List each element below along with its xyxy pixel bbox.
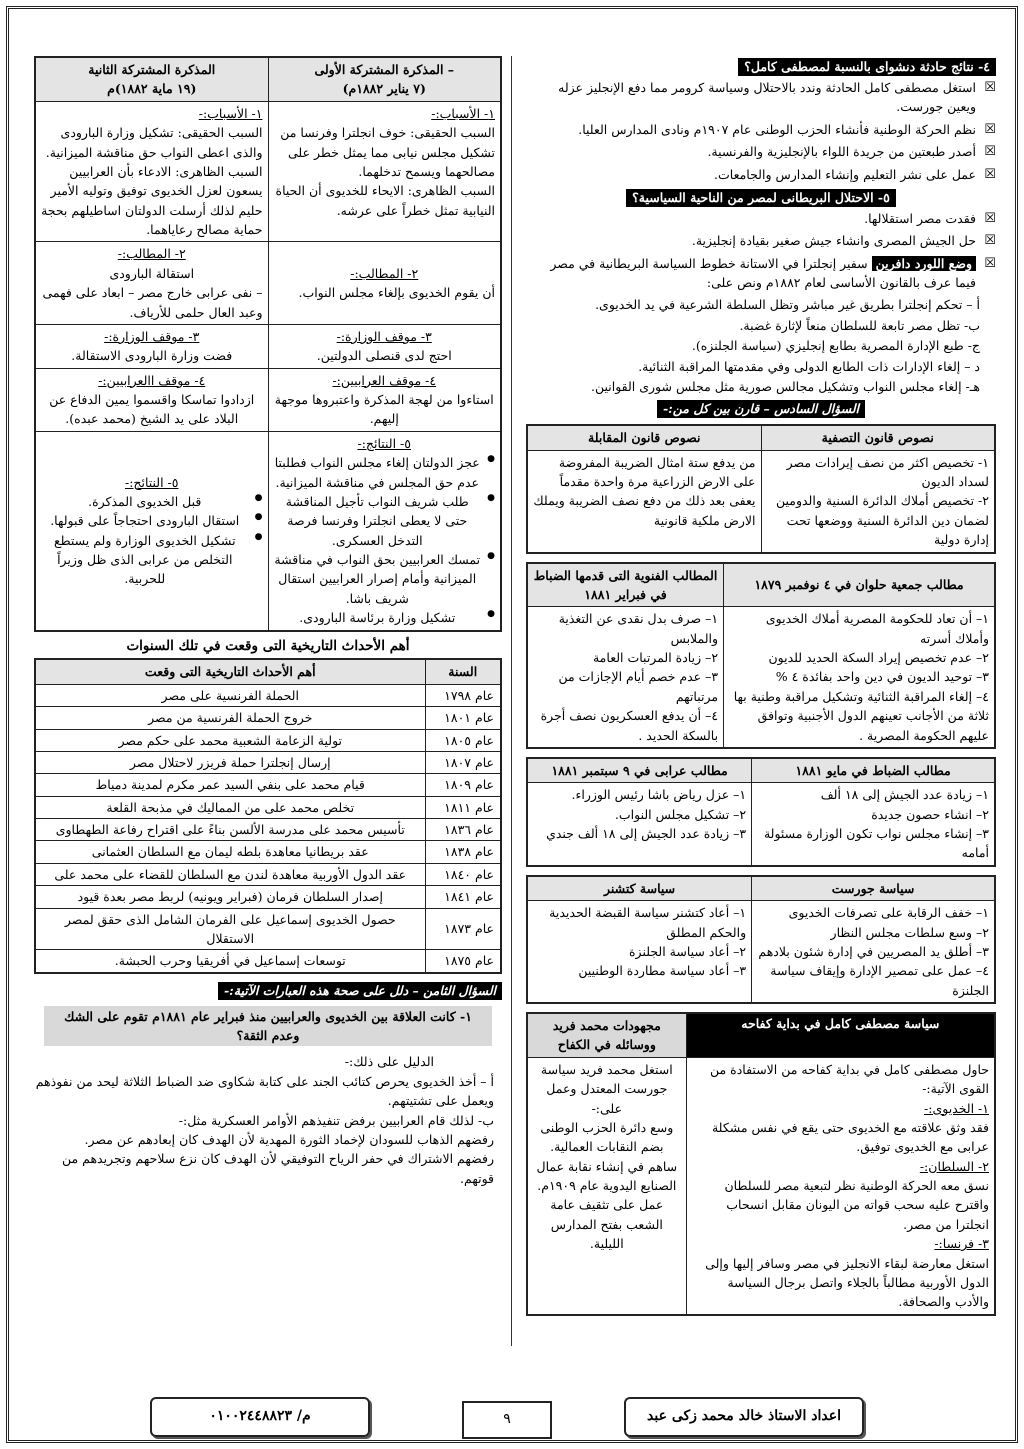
table-cell: ٢- المطالب:- bbox=[117, 246, 186, 262]
list-item: ● قبل الخديوى المذكرة. bbox=[41, 492, 263, 511]
table-header: (٧ يناير ١٨٨٢م) bbox=[342, 81, 426, 97]
list-item: ☒ أصدر طبعتين من جريدة اللواء بالإنجليزية والفرنسية. bbox=[526, 142, 996, 161]
list-item: هـ- إلغاء مجلس النواب وتشكيل مجالس صورية مثل مجلس شورى القوانين. bbox=[590, 378, 980, 394]
compare-table-3 bbox=[526, 757, 996, 867]
year-cell: عام ١٨٤٠ bbox=[425, 863, 501, 885]
author-box: اعداد الاستاذ خالد محمد زكى عبد bbox=[624, 1397, 864, 1437]
table-row bbox=[35, 863, 501, 885]
list-item: ☒ فقدت مصر استقلالها. bbox=[526, 209, 996, 228]
list-item: أ – تحكم إنجلترا بطريق غير مباشر وتظل السلطة الشرعية في يد الخديوى. bbox=[595, 297, 980, 313]
dufferin-points bbox=[526, 295, 996, 396]
table-cell: ٣– زيادة عدد الجيش إلى ١٨ ألف جندي bbox=[546, 826, 747, 841]
table-cell: ٣– إنشاء مجلس نواب تكون الوزارة مسئولة أمامه bbox=[763, 826, 989, 861]
table-row bbox=[35, 841, 501, 863]
table-cell: ٢- المطالب:- bbox=[350, 265, 419, 281]
table-header: (١٩ ماية ١٨٨٢)م bbox=[107, 81, 197, 97]
table-cell: ١– أعاد كتشنر سياسة القبضة الحديدية والحكم المطلق bbox=[549, 905, 747, 940]
table-header: السنة bbox=[425, 659, 501, 684]
year-cell: عام ١٨٠٥ bbox=[425, 729, 501, 751]
list-item: ● عجز الدولتان إلغاء مجلس النواب فطلبتا عدم حق المجلس في مناقشة الميزانية. bbox=[274, 453, 496, 492]
event-cell: تولية الزعامة الشعبية محمد على حكم مصر bbox=[35, 729, 425, 751]
table-header: المذكرة المشتركة الثانية bbox=[88, 62, 216, 77]
event-cell: تخلص محمد على من المماليك في مذبحة القلعة bbox=[35, 796, 425, 818]
table-cell: نسق معه الحركة الوطنية نظر لتبعية مصر للسلطان واقترح عليه سحب قواته من اليونان مقابل انسحاب انجلترا من مصر. bbox=[724, 1178, 989, 1232]
list-item: ☒ حل الجيش المصرى وانشاء جيش صغير بقيادة إنجليزية. bbox=[526, 231, 996, 250]
phone-box: م/ ٠١٠٠٢٤٤٨٨٢٣ bbox=[150, 1397, 370, 1437]
year-cell: عام ١٧٩٨ bbox=[425, 684, 501, 706]
table-row bbox=[35, 819, 501, 841]
table-header: المطالب الفنوية التى قدمها الضباط في فبراير ١٨٨١ bbox=[527, 563, 724, 607]
table-header: مطالب جمعية حلوان في ٤ نوفمبر ١٨٧٩ bbox=[724, 563, 995, 607]
compare-table-4 bbox=[526, 875, 996, 1004]
table-cell: ١– خفف الرقابة على تصرفات الخديوى bbox=[788, 905, 989, 921]
table-cell: عمل على تثقيف عامة الشعب بفتح المدارس الليلية. bbox=[550, 1197, 664, 1252]
table-cell: ازدادوا تماسكا واقسموا يمين الدفاع عن البلاد على يد الشيخ (محمد عبده). bbox=[49, 392, 255, 427]
event-cell: تأسيس محمد على مدرسة الألسن بناءً على اقتراح رفاعة الطهطاوى bbox=[35, 819, 425, 841]
table-header: نصوص قانون التصفية bbox=[761, 425, 995, 450]
table-row bbox=[35, 886, 501, 908]
table-row bbox=[35, 950, 501, 973]
list-item: ☒ استغل مصطفى كامل الحادثة وندد بالاحتلال وسياسة كرومر مما دفع الإنجليز عزله ويعين جورست. bbox=[526, 78, 996, 117]
year-cell: عام ١٨٤١ bbox=[425, 886, 501, 908]
list-item bbox=[526, 254, 996, 293]
list-item: ب- تظل مصر تابعة للسلطان منعاً لإثارة غضبة. bbox=[739, 317, 980, 333]
event-cell: الحملة الفرنسية على مصر bbox=[35, 684, 425, 706]
year-cell: عام ١٨٠٩ bbox=[425, 774, 501, 796]
table-cell: السبب الحقيقى: خوف انجلترا وفرنسا من تشكيل مجلس نيابى مما يمثل خطر على مصالحهما ويسمح تدخلهما. bbox=[280, 125, 495, 179]
table-header: سياسة مصطفى كامل في بداية كفاحه bbox=[686, 1013, 995, 1057]
years-table bbox=[34, 658, 502, 973]
year-cell: عام ١٨٧٥ bbox=[425, 950, 501, 973]
q6-title: السؤال السادس – قارن بين كل من:- bbox=[657, 400, 865, 418]
table-cell: ٤– أن يدفع العسكريون نصف أجرة بالسكة الحديد . bbox=[540, 708, 719, 743]
table-cell: ٣– توحيد الديون في دين واحد بفائدة ٤ % bbox=[775, 669, 989, 685]
list-item: رفضهم الاشتراك في حفر الرياح التوفيقي لأن الهدف كان نزع سلاحهم وتجريدهم من قوتهم. bbox=[61, 1151, 494, 1186]
table-cell: ٤– عمل على تمصير الإدارة وإيقاف سياسة الجلنزة bbox=[770, 963, 989, 998]
year-cell: عام ١٨٠١ bbox=[425, 707, 501, 729]
event-cell: قيام محمد على بنفي السيد عمر مكرم لمدينة دمياط bbox=[35, 774, 425, 796]
table-cell: احتج لدى قنصلى الدولتين. bbox=[316, 348, 452, 364]
table-cell: ٣– عدم خصم أيام الإجازات من مرتباتهم bbox=[558, 669, 719, 704]
table-cell: استغل محمد فريد سياسة جورست المعتدل وعمل على:- bbox=[540, 1061, 673, 1116]
event-cell: حصول الخديوى إسماعيل على الفرمان الشامل الذى حقق لمصر الاستقلال bbox=[35, 908, 425, 950]
table-cell: فضت وزارة البارودى الاستقالة. bbox=[71, 348, 233, 364]
table-cell: ٢– تشكيل مجلس النواب. bbox=[614, 806, 747, 822]
table-cell: ٢- تخصيص أملاك الدائرة السنية والدومين لضمان دين الدائرة السنية ووضعها تحت إدارة دولية bbox=[775, 493, 989, 548]
list-item: ج- طبع الإدارة المصرية بطابع إنجليزي (سياسة الجلنزه). bbox=[691, 338, 980, 354]
table-header: مجهودات محمد فريد ووسائله في الكفاح bbox=[527, 1013, 686, 1057]
year-cell: عام ١٨٧٣ bbox=[425, 908, 501, 950]
compare-table-2 bbox=[526, 562, 996, 749]
dufferin-label: وضع اللورد دافرين bbox=[872, 256, 976, 271]
event-cell: عقد الدول الأوربية معاهدة لندن مع السلطان للقضاء على محمد على bbox=[35, 863, 425, 885]
table-cell: ١– صرف بدل نقدى عن التغذية والملابس bbox=[558, 611, 719, 646]
q4-list bbox=[526, 78, 996, 184]
table-row bbox=[35, 796, 501, 818]
list-item: ● طلب شريف النواب تأجيل المناقشة حتى لا يعطى انجلترا وفرنسا فرصة التدخل العسكرى. bbox=[274, 492, 496, 550]
table-header: – المذكرة المشتركة الأولى bbox=[314, 62, 455, 77]
table-cell: حاول مصطفى كامل في بداية كفاحه من الاستفادة من القوى الآتية:- bbox=[709, 1061, 989, 1097]
table-cell: ٤- موقف االعرابيين:- bbox=[98, 372, 206, 388]
table-header: أهم الأحداث التاريخية التى وقعت bbox=[35, 659, 425, 684]
table-cell: ٢– زيادة المرتبات العامة bbox=[592, 650, 719, 665]
memo-table bbox=[34, 56, 502, 632]
table-cell: السبب الظاهرى: الايحاء للخديوى أن الحياة النيابية تمثل خطراً على عرشه. bbox=[275, 183, 495, 218]
q8-statement: ١- كانت العلاقة بين الخديوى والعرابيين منذ فبراير عام ١٨٨١م تقوم على الشك وعدم الثقة؟ bbox=[44, 1006, 492, 1047]
year-cell: عام ١٨١١ bbox=[425, 796, 501, 818]
table-header: سياسة كتشنر bbox=[527, 876, 752, 901]
list-item: ب- لذلك قام العرابيين برفض تنفيذهم الأوامر العسكرية مثل:- bbox=[178, 1112, 494, 1128]
year-cell: عام ١٨٠٧ bbox=[425, 751, 501, 773]
q4-title: ٤- نتائج حادثة دنشواى بالنسبة لمصطفى كامل؟ bbox=[738, 58, 996, 76]
list-item: ☒ نظم الحركة الوطنية فأنشاء الحزب الوطنى عام ١٩٠٧م ونادى المدارس العليا. bbox=[526, 120, 996, 139]
list-item: رفضهم الذهاب للسودان لإخماد الثورة المهدية لأن الهدف كان إبعادهم عن مصر. bbox=[84, 1131, 494, 1147]
year-cell: عام ١٨٣٨ bbox=[425, 841, 501, 863]
event-cell: إرسال إنجلترا حملة فريزر لاحتلال مصر bbox=[35, 751, 425, 773]
table-cell: فقد وثق علاقته مع الخديوى حتى يقع في نفس مشكلة عرابى مع الخديوى توفيق. bbox=[711, 1119, 989, 1155]
table-row bbox=[35, 684, 501, 706]
table-cell: السبب الظاهرى: الادعاء بأن العرابيين يسعون لعزل الخديوى توفيق وتوليه الأمير حليم لذلك أرسلت الدولتان اساطيلهم بحجة حماية مصالح رعاياهما. bbox=[41, 163, 263, 237]
q5-title: ٥- الاحتلال البريطانى لمصر من الناحية السياسية؟ bbox=[626, 189, 896, 207]
table-cell: ٣– أطلق يد المصريين في إدارة شئون بلادهم bbox=[758, 943, 989, 959]
event-cell: خروج الحملة الفرنسية من مصر bbox=[35, 707, 425, 729]
table-cell: ٥- النتائج:- bbox=[357, 435, 412, 451]
table-header: مطالب عرابى في ٩ سبتمبر ١٨٨١ bbox=[527, 758, 752, 783]
table-cell: ١- الخديوى:- bbox=[924, 1100, 989, 1116]
table-cell: ٢– وسع سلطات مجلس النظار bbox=[830, 924, 989, 940]
table-cell: ١- تخصيص اكثر من نصف إيرادات مصر لسداد الديون bbox=[786, 454, 989, 489]
table-row bbox=[35, 908, 501, 950]
table-cell: استغل معارضة لبقاء الانجليز في مصر وسافر إليها وإلى الدول الأوربية مطالباً بالجلاء واتصل برجال السياسة والأدب والصحافة. bbox=[705, 1255, 989, 1310]
list-item: أ – أخذ الخديوى يحرص كتائب الجند على كتابة شكاوى ضد الضباط الثلاثة ليحد من نفوذهم ويعمل على تشتيتهم. bbox=[35, 1073, 494, 1109]
table-cell: ٢– أعاد سياسة الجلنزة bbox=[629, 943, 747, 959]
event-cell: عقد بريطانيا معاهدة بلطه ليمان مع السلطان العثمانى bbox=[35, 841, 425, 863]
table-cell: السبب الحقيقى: تشكيل وزارة البارودى والذى اعطى النواب حق مناقشة الميزانية. bbox=[45, 125, 263, 160]
table-header: نصوص قانون المقابلة bbox=[527, 425, 761, 450]
year-cell: عام ١٨٣٦ bbox=[425, 819, 501, 841]
compare-table-5 bbox=[526, 1012, 996, 1316]
table-row bbox=[35, 751, 501, 773]
table-cell: أن يقوم الخديوى بإلغاء مجلس النواب. bbox=[298, 285, 495, 301]
event-cell: إصدار السلطان فرمان (فبراير ويونيه) لربط مصر بعدة قيود bbox=[35, 886, 425, 908]
table-cell: ساهم في إنشاء نقابة عمال الصنايع اليدوية عام ١٩٠٩م. bbox=[536, 1158, 678, 1193]
table-cell: ٤– إلغاء المراقبة الثنائية وتشكيل مراقبة وطنية بها ثلاثة من الأجانب تعينهم الدول الأجنبية وتوافق عليهم الحكومة المصرية . bbox=[733, 688, 989, 743]
table-cell: ٢– انشاء حصون جديدة bbox=[871, 806, 989, 822]
compare-table-1 bbox=[526, 424, 996, 553]
q5-list bbox=[526, 209, 996, 293]
right-column bbox=[526, 56, 996, 1316]
evidence-label: الدليل على ذلك:- bbox=[344, 1054, 434, 1070]
table-row bbox=[35, 729, 501, 751]
list-item: ● تشكيل الخديوى الوزارة ولم يستطع التخلص من عرابى الذى ظل وزيراً للحربية. bbox=[41, 531, 263, 589]
column-divider bbox=[511, 56, 512, 1346]
years-title: أهم الأحداث التاريخية التى وقعت في تلك السنوات bbox=[126, 637, 410, 654]
table-cell: ٢– عدم تخصيص إيراد السكة الحديد للديون bbox=[768, 650, 989, 665]
table-cell: من يدفع ستة امثال الضريبة المفروضة على الارض الزراعية مرة واحدة مقدماً يعفى بعد ذلك من دفع نصف الضريبة ويملك الارض ملكية قانونية bbox=[527, 450, 761, 552]
table-cell: ٤- موقف العرابيين:- bbox=[332, 372, 437, 388]
table-cell: ٣- موقف الوزارة:- bbox=[104, 328, 200, 344]
table-header: مطالب الضباط في مايو ١٨٨١ bbox=[752, 758, 995, 783]
table-row bbox=[35, 774, 501, 796]
table-cell: ٥- النتائج:- bbox=[124, 474, 179, 490]
table-header: سياسة جورست bbox=[752, 876, 995, 901]
list-item: د – إلغاء الإدارات ذات الطابع الدولى وفي مقدمتها المراقبة الثنائية. bbox=[638, 358, 980, 374]
table-row bbox=[35, 707, 501, 729]
table-cell: ٣– أعاد سياسة مطاردة الوطنيين bbox=[578, 963, 747, 979]
table-cell: ٣- موقف الوزارة:- bbox=[336, 328, 432, 344]
q8-title: السؤال الثامن – دلل على صحة هذه العبارات الآتية:- bbox=[218, 982, 502, 1000]
table-cell: استقالة البارودى bbox=[109, 265, 195, 281]
list-item: ● تشكيل وزارة برئاسة البارودى. bbox=[274, 608, 496, 627]
table-cell: ٢- السلطان:- bbox=[919, 1158, 989, 1174]
event-cell: توسعات إسماعيل في أفريقيا وحرب الحبشة. bbox=[35, 950, 425, 973]
page-number: ٩ bbox=[462, 1401, 552, 1439]
list-item: ● استقال البارودى احتجاجاً على قبولها. bbox=[41, 511, 263, 530]
table-cell: ٣- فرنسا:- bbox=[934, 1236, 989, 1252]
table-cell: ١- الأسباب:- bbox=[431, 105, 495, 121]
left-column bbox=[34, 56, 502, 1188]
table-cell: ١- الأسباب:- bbox=[198, 105, 263, 121]
table-cell: – نفى عرابى خارج مصر – ابعاد على فهمى وعبد العال حلمى للأرياف. bbox=[42, 285, 263, 320]
table-cell: وسع دائرة الحزب الوطنى بضم النقابات العمالية. bbox=[540, 1119, 674, 1155]
table-cell: استاءوا من لهجة المذكرة واعتبروها موجهة إليهم. bbox=[274, 392, 494, 427]
list-item: ● تمسك العرابيين بحق النواب في مناقشة الميزانية وأمام إصرار العرابيين استقال شريف باشا. bbox=[274, 550, 496, 608]
dufferin-text: سفير إنجلترا في الاستانة خطوط السياسة البريطانية في مصر فيما عرف بالقانون الأساسى لعام ١٨٨٢م ونص على: bbox=[550, 255, 976, 290]
q8-evidence bbox=[34, 1052, 502, 1188]
table-cell: ١– أن تعاد للحكومة المصرية أملاك الخديوى وأملاك أسرته bbox=[765, 611, 989, 646]
table-cell: ١– عزل رياض باشا رئيس الوزراء. bbox=[571, 787, 747, 803]
table-cell: ١– زيادة عدد الجيش إلى ١٨ ألف bbox=[820, 787, 989, 803]
list-item: ☒ عمل على نشر التعليم وإنشاء المدارس والجامعات. bbox=[526, 165, 996, 184]
